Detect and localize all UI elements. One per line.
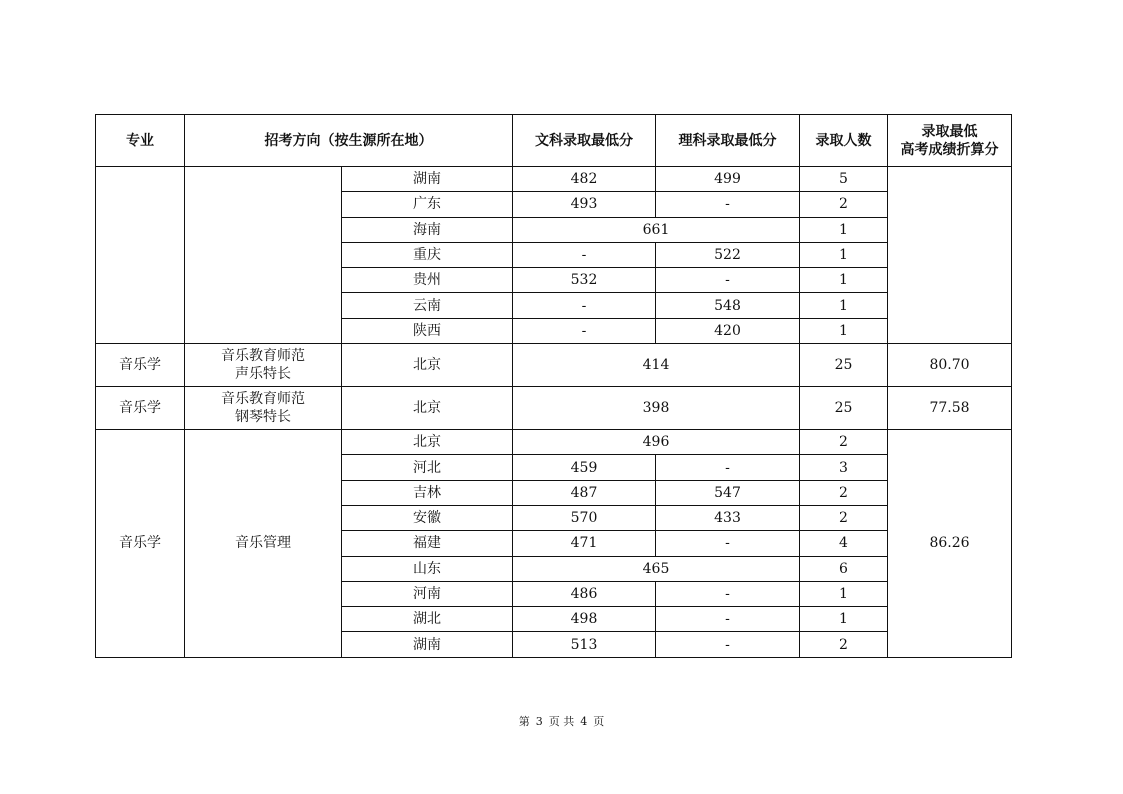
header-converted [888, 115, 1012, 167]
header-direction: 招考方向（按生源所在地） [185, 115, 513, 167]
admitted-count-cell: 3 [800, 455, 888, 480]
table-row [96, 430, 1012, 455]
admitted-count-cell: 1 [800, 293, 888, 318]
li-min-score-cell: 420 [656, 318, 800, 343]
province-cell: 河南 [342, 581, 513, 606]
admitted-count-cell: 1 [800, 268, 888, 293]
direction-cell [185, 167, 342, 344]
li-min-score-cell: 547 [656, 480, 800, 505]
admitted-count-cell: 2 [800, 480, 888, 505]
combined-min-score-cell: 661 [513, 217, 800, 242]
province-cell: 山东 [342, 556, 513, 581]
header-wen-min: 文科录取最低分 [513, 115, 656, 167]
table-row [96, 344, 1012, 387]
wen-min-score-cell: 493 [513, 192, 656, 217]
li-min-score-cell: - [656, 268, 800, 293]
wen-min-score-cell: 471 [513, 531, 656, 556]
footer-text: 页 共 [548, 715, 575, 728]
wen-min-score-cell: 486 [513, 581, 656, 606]
admitted-count-cell: 25 [800, 344, 888, 387]
direction-line: 音乐教育师范 [221, 348, 305, 365]
direction-line: 声乐特长 [235, 366, 291, 383]
wen-min-score-cell: - [513, 242, 656, 267]
converted-score-cell: 86.26 [888, 430, 1012, 658]
combined-min-score-cell: 465 [513, 556, 800, 581]
admitted-count-cell: 2 [800, 505, 888, 530]
admitted-count-cell: 1 [800, 217, 888, 242]
admission-score-table [95, 114, 1012, 658]
admitted-count-cell: 25 [800, 387, 888, 430]
province-cell: 安徽 [342, 505, 513, 530]
li-min-score-cell: 548 [656, 293, 800, 318]
admitted-count-cell: 2 [800, 430, 888, 455]
li-min-score-cell: - [656, 632, 800, 657]
page-footer [0, 713, 1123, 729]
wen-min-score-cell: 498 [513, 607, 656, 632]
province-cell: 贵州 [342, 268, 513, 293]
admitted-count-cell: 1 [800, 581, 888, 606]
table-header-row [96, 115, 1012, 167]
admitted-count-cell: 1 [800, 242, 888, 267]
province-cell: 福建 [342, 531, 513, 556]
footer-text: 页 [593, 715, 605, 728]
table-row [96, 387, 1012, 430]
header-major: 专业 [96, 115, 185, 167]
province-cell: 重庆 [342, 242, 513, 267]
header-count: 录取人数 [800, 115, 888, 167]
direction-line: 音乐管理 [235, 535, 291, 552]
wen-min-score-cell: - [513, 293, 656, 318]
header-li-min: 理科录取最低分 [656, 115, 800, 167]
converted-score-cell [888, 167, 1012, 344]
direction-line: 钢琴特长 [235, 409, 291, 426]
li-min-score-cell: 499 [656, 167, 800, 192]
major-cell: 音乐学 [96, 344, 185, 387]
province-cell: 北京 [342, 387, 513, 430]
footer-page-number: 3 [535, 715, 543, 728]
table-row [96, 167, 1012, 192]
wen-min-score-cell: 482 [513, 167, 656, 192]
province-cell: 湖北 [342, 607, 513, 632]
header-converted-line1: 录取最低 [921, 123, 978, 140]
wen-min-score-cell: 459 [513, 455, 656, 480]
major-cell: 音乐学 [96, 387, 185, 430]
major-cell [96, 167, 185, 344]
direction-cell [185, 387, 342, 430]
province-cell: 北京 [342, 344, 513, 387]
major-cell: 音乐学 [96, 430, 185, 658]
li-min-score-cell: - [656, 581, 800, 606]
direction-line: 音乐教育师范 [221, 391, 305, 408]
admitted-count-cell: 2 [800, 192, 888, 217]
converted-score-cell: 80.70 [888, 344, 1012, 387]
li-min-score-cell: - [656, 455, 800, 480]
li-min-score-cell: 522 [656, 242, 800, 267]
province-cell: 北京 [342, 430, 513, 455]
footer-text: 第 [518, 715, 530, 728]
wen-min-score-cell: 532 [513, 268, 656, 293]
province-cell: 河北 [342, 455, 513, 480]
footer-total-pages: 4 [580, 715, 588, 728]
province-cell: 湖南 [342, 632, 513, 657]
li-min-score-cell: 433 [656, 505, 800, 530]
province-cell: 湖南 [342, 167, 513, 192]
province-cell: 海南 [342, 217, 513, 242]
converted-score-cell: 77.58 [888, 387, 1012, 430]
admitted-count-cell: 1 [800, 318, 888, 343]
wen-min-score-cell: 513 [513, 632, 656, 657]
province-cell: 广东 [342, 192, 513, 217]
admitted-count-cell: 6 [800, 556, 888, 581]
li-min-score-cell: - [656, 607, 800, 632]
wen-min-score-cell: 487 [513, 480, 656, 505]
admitted-count-cell: 4 [800, 531, 888, 556]
header-converted-line2: 高考成绩折算分 [900, 141, 999, 158]
combined-min-score-cell: 414 [513, 344, 800, 387]
combined-min-score-cell: 398 [513, 387, 800, 430]
direction-cell [185, 344, 342, 387]
admitted-count-cell: 1 [800, 607, 888, 632]
admitted-count-cell: 2 [800, 632, 888, 657]
admitted-count-cell: 5 [800, 167, 888, 192]
direction-cell [185, 430, 342, 658]
wen-min-score-cell: - [513, 318, 656, 343]
province-cell: 吉林 [342, 480, 513, 505]
combined-min-score-cell: 496 [513, 430, 800, 455]
wen-min-score-cell: 570 [513, 505, 656, 530]
li-min-score-cell: - [656, 192, 800, 217]
province-cell: 云南 [342, 293, 513, 318]
province-cell: 陕西 [342, 318, 513, 343]
li-min-score-cell: - [656, 531, 800, 556]
